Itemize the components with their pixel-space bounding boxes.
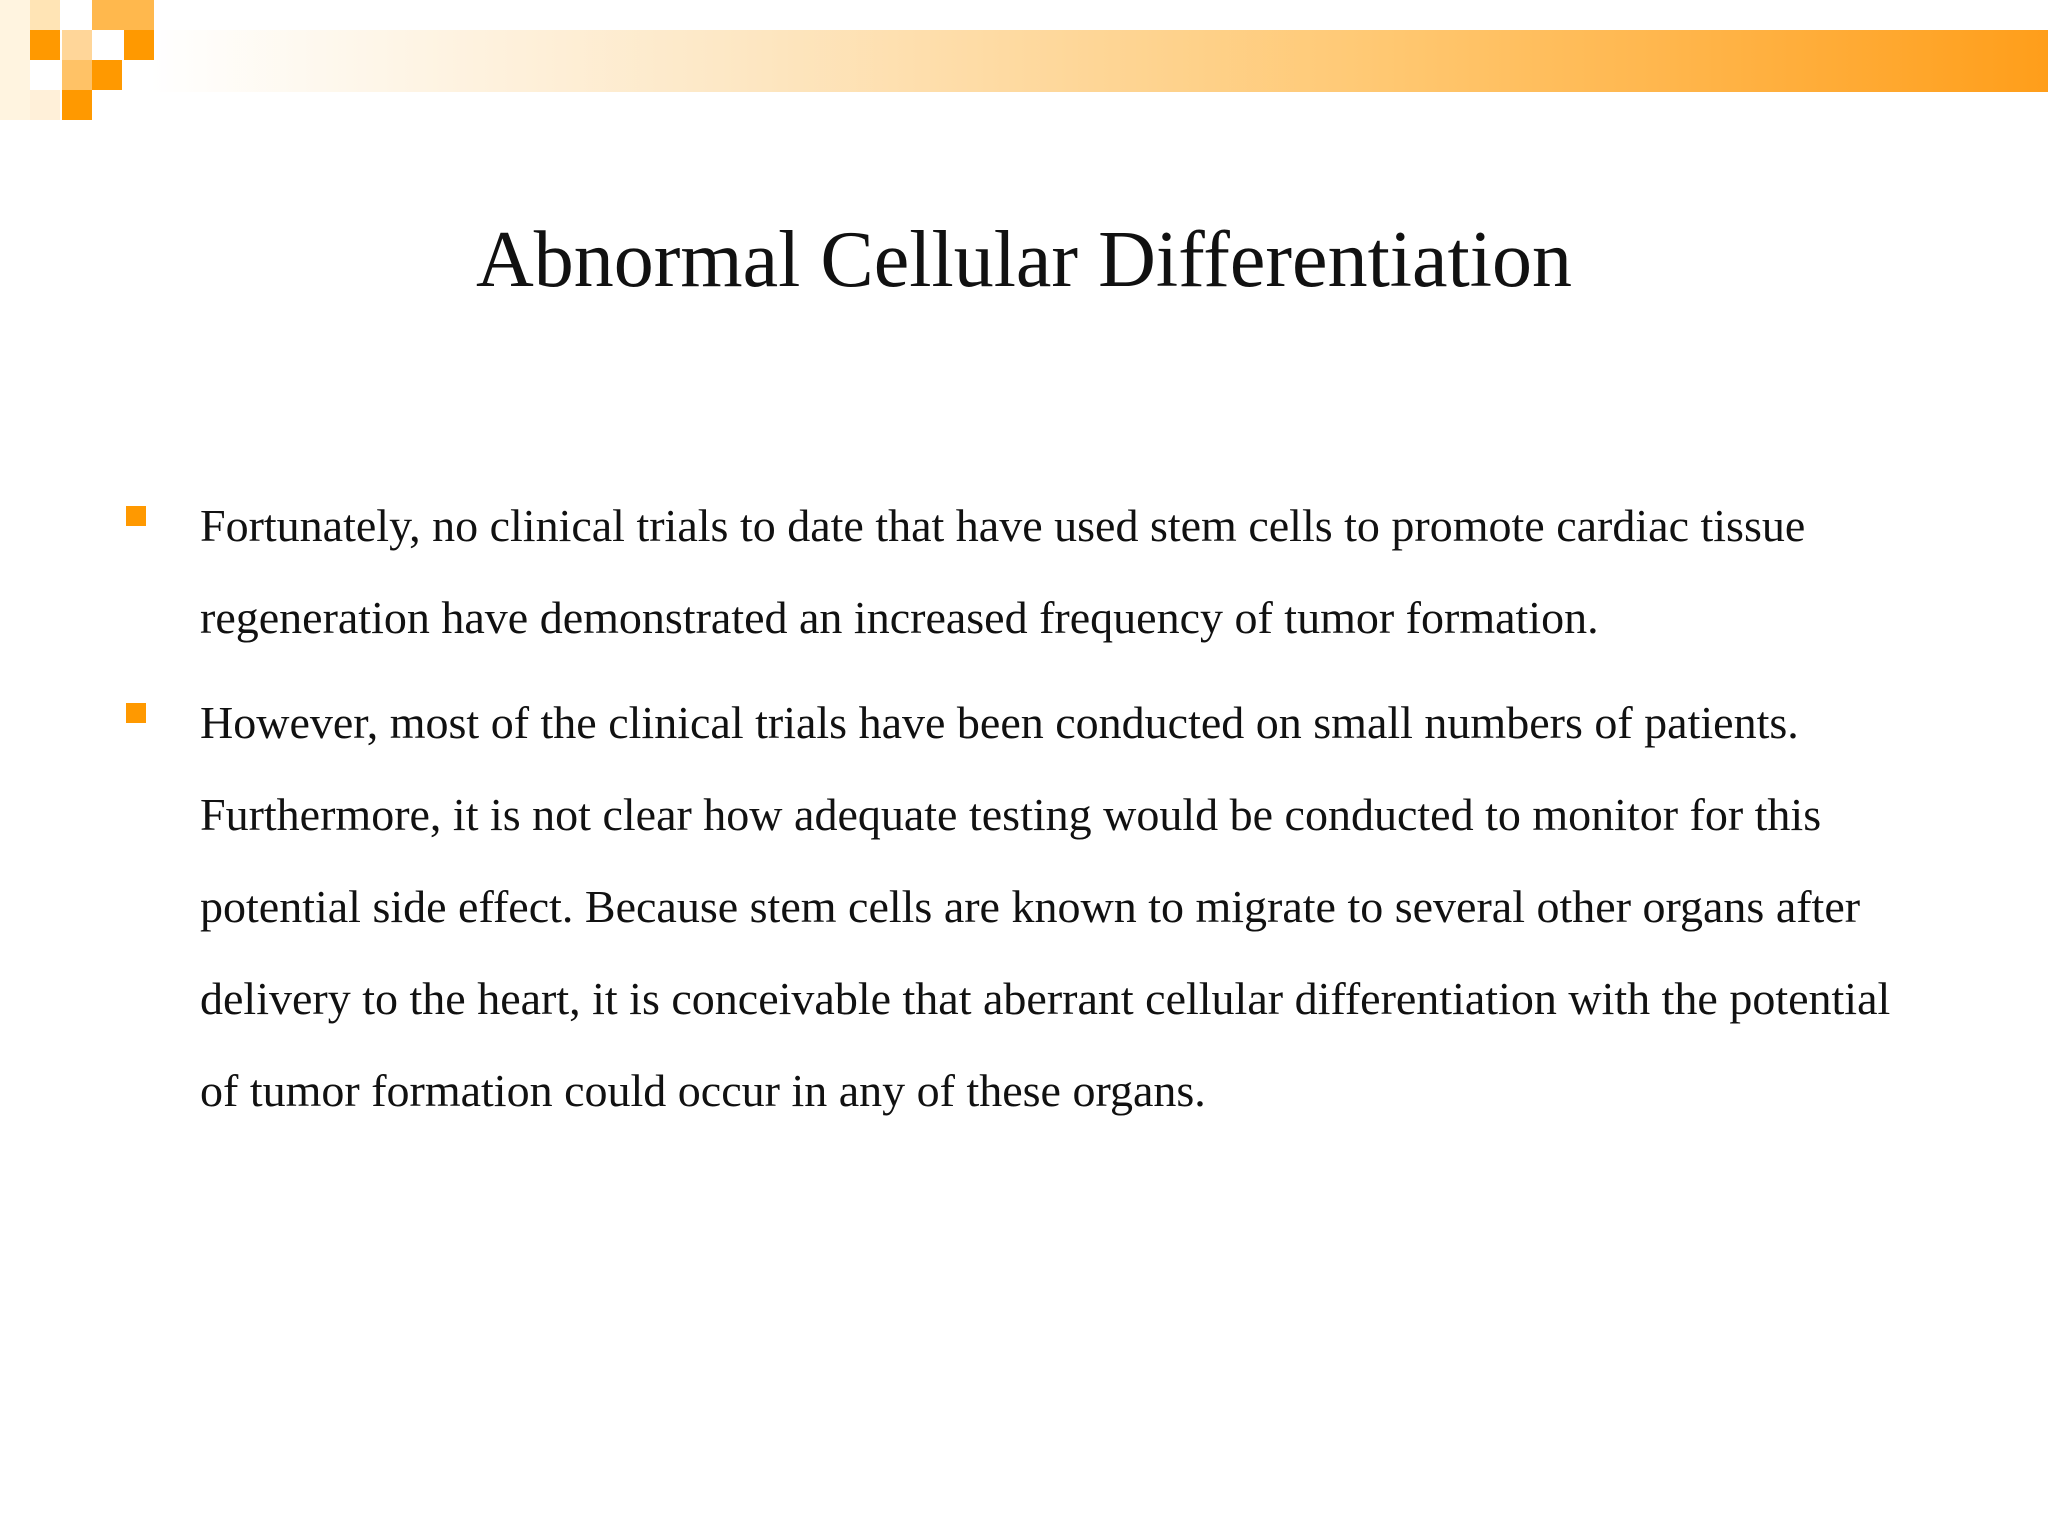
bullet-text: However, most of the clinical trials have been conducted on small numbers of patients. Furthermore, it is not clear how adequate testing would be conducted to monitor for this potential side effect. Because stem cells are known to migrate to several other organs after delivery to the heart, it is conceivable that aberrant cellular differentiation with the potential of tumor formation could occur in any of these organs. — [200, 697, 1891, 1116]
orange-square-bullet-icon — [126, 506, 146, 526]
bullet-item — [120, 480, 1920, 664]
corner-checker-decoration — [0, 0, 160, 125]
slide-title: Abnormal Cellular Differentiation — [476, 216, 1572, 304]
bullet-text: Fortunately, no clinical trials to date that have used stem cells to promote cardiac tissue regeneration have demonstrated an increased frequency of tumor formation. — [200, 500, 1806, 643]
header-gradient-band — [150, 30, 2048, 92]
bullet-item — [120, 677, 1920, 1137]
bullet-list — [120, 480, 1920, 1150]
orange-square-bullet-icon — [126, 703, 146, 723]
